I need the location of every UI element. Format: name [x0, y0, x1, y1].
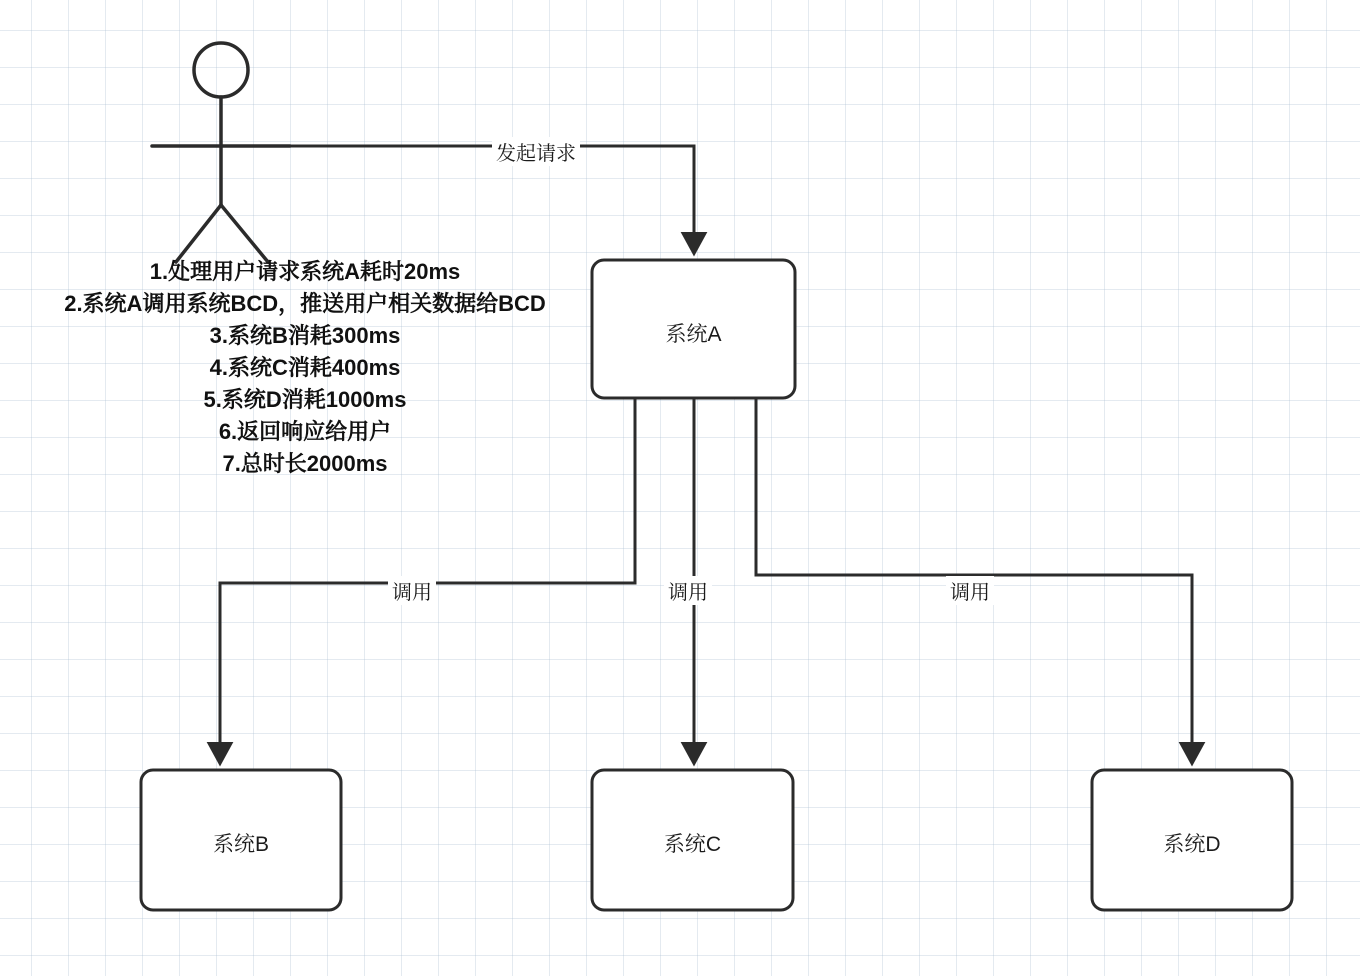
node-b-label: 系统B — [212, 833, 269, 856]
note-line: 4.系统C消耗400ms — [209, 355, 401, 380]
node-d-label: 系统D — [1163, 833, 1221, 856]
edge-label-a-to-b: 调用 — [388, 576, 436, 605]
note-line: 6.返回响应给用户 — [218, 419, 392, 444]
user-actor-icon — [152, 43, 290, 262]
node-a-label: 系统A — [665, 323, 722, 346]
edge-label-user-to-a: 发起请求 — [492, 137, 580, 166]
edge-label-a-to-d: 调用 — [946, 576, 994, 605]
notes-block — [40, 256, 570, 480]
note-line: 2.系统A调用系统BCD，推送用户相关数据给BCD — [64, 291, 546, 316]
note-line: 1.处理用户请求系统A耗时20ms — [149, 259, 461, 284]
node-c-label: 系统C — [663, 833, 722, 856]
note-line: 7.总时长2000ms — [222, 451, 388, 476]
edge-label-a-to-c: 调用 — [664, 576, 712, 605]
note-line: 5.系统D消耗1000ms — [203, 387, 407, 412]
note-line: 3.系统B消耗300ms — [209, 323, 401, 348]
